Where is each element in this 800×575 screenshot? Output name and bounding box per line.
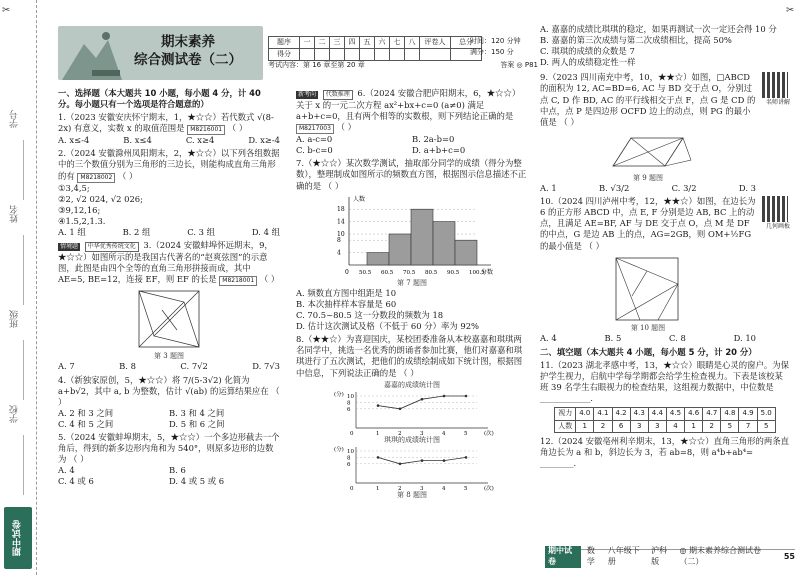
- option-a: A. 嘉嘉的成绩比琪琪的稳定，如果再测试一次一定还会得 10 分: [540, 24, 777, 34]
- option-b: B. x≤4: [123, 135, 152, 146]
- x-tick-label: 2: [398, 486, 402, 493]
- answer-blank[interactable]: ____________.: [540, 393, 593, 404]
- question-3: 情境题 中华优秀传统文化 3.（2024 安徽蚌埠怀远期末，9，★☆☆）如图所示的是我国古代著名的“赵爽弦图”的示意图，此图是由四个全等的直角三角形拼接而成，其中 AE=5, BE=12，连接 EF，则 EF 的长是 M8218001 （ ） 第 3 题图 A. 7 B. 8 C. 7√2 D. 7√3: [58, 240, 280, 372]
- name-line: [23, 235, 24, 305]
- table-cell: 3: [648, 420, 666, 432]
- data-point: [443, 459, 446, 462]
- data-point: [421, 459, 424, 462]
- option-d: D. 估计这次测试及格（不低于 60 分）率为 92%: [296, 321, 479, 332]
- footer-tag: 期中试卷: [545, 546, 581, 567]
- x-tick-label: 1: [376, 430, 380, 437]
- tag-badge: 代数推理: [323, 90, 353, 100]
- class-label: 班级: [10, 310, 20, 328]
- x-tick-label: 4: [442, 430, 446, 437]
- table-cell: 视力: [555, 408, 576, 420]
- question-text: 10.（2024 四川泸州中考，12，★★☆）如图，在边长为 6 的正方形 ABCD 中，点 E, F 分别是边 AB, BC 上的动点，且满足 AE=BF, AF 与 DE 交于点 O，点 M 是 DF 的中点，G 是边 AB 上的点，AG=2GB，则 OM+½FG 的最小值是: [540, 196, 756, 251]
- option-a: A. 7: [58, 361, 75, 372]
- table-cell: 4.1: [594, 408, 612, 420]
- origin-label: 0: [350, 430, 354, 437]
- figure-caption: 第 8 题图: [397, 491, 427, 500]
- footer-subject: 数学: [586, 546, 595, 566]
- x-axis-label: (次): [484, 486, 494, 493]
- question-text: 3.（2024 安徽蚌埠怀远期末，9，★☆☆）如图所示的是我国古代著名的“赵爽弦图”的示意图，此图是由四个全等的直角三角形拼接而成，其中 AE=5, BE=12，连接 EF，则 EF 的长是: [58, 240, 273, 285]
- question-text: 7.（★☆☆）某次数学测试，抽取部分同学的成绩（得分为整数），整理制成如图所示的频数直方图，根据图示信息描述不正确的是: [296, 158, 527, 191]
- x-tick-label: 4: [442, 486, 446, 493]
- item-3: ③9,12,16;: [58, 204, 101, 215]
- question-code: M8218001: [219, 276, 257, 286]
- score-table-cell: 评卷人: [420, 37, 451, 49]
- exam-scope: 考试内容：第 16 章至第 20 章: [268, 61, 365, 69]
- figure-caption: 第 7 题图: [397, 278, 427, 287]
- y-tick-label: 6: [347, 406, 351, 413]
- table-cell: 4.4: [648, 408, 666, 420]
- question-text: 5.（2024 安徽蚌埠期末，5，★☆☆）一个多边形截去一个角后，得到的新多边形内角和为 540°，则原多边形的边数为: [58, 432, 280, 465]
- question-7: 7.（★☆☆）某次数学测试，抽取部分同学的成绩（得分为整数），整理制成如图所示的频数直方图，根据图示信息描述不正确的是 （ ） 人数 分数 4 8 10 14 18 50.5 60.5 70.5 80.5 90.5 100.5 0 第 7 题图 A. 频数直方图中组距是 10 B. 本次抽样样本容量是 60 C. 70.5~80.5 这一分数段的频数为 18 D. 估计这次测试及格（不低于 60 分）率为 92%: [296, 158, 527, 332]
- question-text: 2.（2024 安徽滁州凤阳期末，2，★☆☆）以下列各组数据中的三个数值分别为三角形的三边长，则能构成直角三角形的有: [58, 148, 280, 181]
- chart-title: 琪琪的成绩统计图: [384, 435, 440, 444]
- qiqi-line-chart: [332, 445, 492, 491]
- data-point: [399, 407, 402, 410]
- exam-badge: 期中试卷: [4, 507, 32, 569]
- section-1-title: 一、选择题（本大题共 10 小题，每小题 4 分，计 40 分。每小题只有一个选项是符合题意的）: [58, 88, 261, 110]
- item-2: ②2, √2 024, √2 026;: [58, 193, 143, 204]
- data-point: [399, 463, 402, 466]
- y-tick-label: 8: [347, 455, 351, 462]
- score-table-cell: 四: [345, 37, 360, 49]
- footer-grade: 八年级下册: [607, 546, 640, 566]
- x-tick-label: 90.5: [447, 269, 460, 276]
- score-cell[interactable]: [375, 49, 390, 61]
- x-tick-label: 3: [420, 430, 424, 437]
- qr-label: 几何画板: [765, 223, 790, 231]
- table-cell: 1: [685, 420, 703, 432]
- question-10: 10.（2024 四川泸州中考，12，★★☆）如图，在边长为 6 的正方形 ABCD 中，点 E, F 分别是边 AB, BC 上的动点，且满足 AE=BF, AF 与 DE 交于点 O，点 M 是 DF 的中点，G 是边 AB 上的点，AG=2GB，则 OM+½FG 的最小值是 （ ） 几何画板 第 10 题图 A. 4 B. 5 C. 8 D. 10: [540, 196, 790, 343]
- score-cell[interactable]: [420, 49, 451, 61]
- question-4: 4.（新独家原创，5，★☆☆）将 7/(5-3√2) 化简为 a+b√2，其中 a, b 为整数，估计 √(ab) 的运算结果应在 （ ） A. 2 和 3 之间 B. 3 和 4 之间 C. 4 和 5 之间 D. 5 和 6 之间: [58, 374, 280, 429]
- table-cell: 1: [576, 420, 594, 432]
- x-tick-label: 1: [376, 486, 380, 493]
- histogram-chart: [327, 193, 497, 279]
- footer-title: ◎ 期末素养综合测试卷（二）: [679, 546, 761, 566]
- data-point: [465, 456, 468, 459]
- question-text: 8.（★★☆）为喜迎国庆，某校团委准备从本校嘉嘉和琪琪两名同学中，挑选一名优秀的朗诵者参加比赛，他们对嘉嘉和琪琪进行了五次测试，把他们的成绩绘制成如下统计图，根据图中信息，下列说法正确的是: [296, 334, 523, 378]
- option-d: D. 4 组: [251, 226, 280, 237]
- option-b: B. √3/2: [599, 183, 630, 194]
- score-cell[interactable]: [345, 49, 360, 61]
- option-d: D. a+b+c=0: [412, 145, 466, 156]
- x-tick-label: 5: [464, 430, 468, 437]
- option-c: C. 4 和 5 之间: [58, 418, 114, 429]
- question-5: 5.（2024 安徽蚌埠期末，5，★☆☆）一个多边形截去一个角后，得到的新多边形内角和为 540°，则原多边形的边数为 （ ） A. 4 B. 6 C. 4 或 6 D. 4 或 5 或 6: [58, 432, 280, 487]
- vision-row: [555, 408, 776, 420]
- option-a: A. a-c=0: [296, 134, 333, 145]
- option-c: C. 琪琪的成绩的众数是 7: [540, 46, 635, 57]
- score-table-header-row: [269, 37, 482, 49]
- student-id-label: 学号: [10, 110, 20, 128]
- table-cell: 4.6: [685, 408, 703, 420]
- option-b: B. 2 组: [122, 226, 151, 237]
- footer-edition: 沪科版: [651, 546, 668, 566]
- question-12: [540, 436, 790, 469]
- table-cell: 2: [703, 420, 721, 432]
- binding-strip: [0, 0, 37, 575]
- student-id-line: [23, 140, 24, 200]
- table-cell: 4.3: [630, 408, 648, 420]
- table-cell: 7: [739, 420, 757, 432]
- option-b: B. 2a-b=0: [412, 134, 455, 145]
- class-line: [23, 340, 24, 400]
- histogram-bar: [433, 221, 455, 264]
- table-cell: 4.2: [612, 408, 630, 420]
- question-text: 6.（2024 安徽合肥庐阳期末，6，★☆☆）关于 x 的一元二次方程 ax²+bx+c=0 (a≠0) 满足 a+b+c=0，且有两个相等的实数根，则下列结论正确的是: [296, 88, 521, 122]
- question-text: 9.（2023 四川南充中考，10，★★☆）如图，□ABCD 的面积为 12, AC=BD=6, AC 与 BD 交于点 O，分别过点 C, D 作 BD, AC 的平行线相交于点 F，点 G 是 CD 的中点，点 P 是四边形 OCFD 边上的动点，则 PG 的最小值是: [540, 72, 756, 127]
- x-tick-label: 50.5: [359, 269, 372, 276]
- table-cell: 3: [630, 420, 648, 432]
- table-cell: 4.5: [666, 408, 684, 420]
- score-table: [268, 36, 482, 61]
- option-d: D. 4 或 5 或 6: [169, 476, 225, 487]
- question-2: 2.（2024 安徽滁州凤阳期末，2，★☆☆）以下列各组数据中的三个数值分别为三角形的三边长，则能构成直角三角形的有 M8218002 （ ） ①3,4,5; ②2, √2 024, √2 026; ③9,12,16; ④1.5,2,1.3. A. 1 组 B. 2 组 C. 3 组 D. 4 组: [58, 148, 280, 237]
- x-tick-label: 5: [464, 486, 468, 493]
- vision-table: [554, 407, 776, 432]
- histogram-bar: [367, 252, 389, 264]
- data-point: [421, 398, 424, 401]
- school-label: 学校: [10, 405, 20, 423]
- page-number: 55: [783, 551, 795, 561]
- question-1: 1.（2023 安徽安庆怀宁期末，1，★☆☆）若代数式 √(8-2x) 有意义，实数 x 的取值范围是 M8216001 （ ） A. x≤-4 B. x≤4 C. x≥4 D. x≥-4: [58, 112, 280, 146]
- option-a: A. 4: [58, 465, 75, 476]
- option-d: D. 两人的成绩稳定性一样: [540, 57, 636, 68]
- histogram-bar: [389, 234, 411, 265]
- y-axis-label: (分): [334, 391, 344, 398]
- scissors-icon: ✂: [786, 5, 795, 16]
- score-table-cell: 八: [405, 37, 420, 49]
- option-a: A. 4: [540, 332, 557, 343]
- y-tick-label: 8: [347, 400, 351, 407]
- x-tick-label: 60.5: [381, 269, 394, 276]
- y-tick-label: 10: [347, 449, 354, 456]
- score-table-cell: 三: [330, 37, 345, 49]
- item-4: ④1.5,2,1.3.: [58, 215, 106, 226]
- option-b: B. 8: [119, 361, 136, 372]
- score-cell: 得分: [269, 49, 300, 61]
- qr-code-icon[interactable]: [762, 196, 788, 222]
- table-cell: 6: [612, 420, 630, 432]
- exam-info: [470, 36, 538, 58]
- option-c: C. 8: [669, 332, 686, 343]
- score-table-cell: 五: [360, 37, 375, 49]
- table-cell: 4: [666, 420, 684, 432]
- qr-code-icon[interactable]: [762, 72, 788, 98]
- x-tick-label: 80.5: [425, 269, 438, 276]
- question-code: M8216001: [187, 125, 225, 135]
- question-text: 11.（2023 湖北孝感中考，13，★☆☆）眼睛是心灵的窗户。为保护学生视力，启航中学每学期都会给学生检查视力。下表是该校某班 39 名学生右眼视力的检查结果，这组视力数据中，中位数是: [540, 360, 789, 393]
- y-axis-label: (分): [334, 447, 344, 454]
- y-tick-label: 6: [347, 461, 351, 468]
- exam-time: 时间：120 分钟: [470, 37, 521, 45]
- option-b: B. 3 和 4 之间: [169, 407, 225, 418]
- question-text: 12.（2024 安徽亳州利辛期末，13，★☆☆）直角三角形的两条直角边长为 a 和 b，斜边长为 3，若 ab=8，则 a⁴b+ab⁴=: [540, 435, 789, 457]
- chart-title: 嘉嘉的成绩统计图: [384, 380, 440, 389]
- option-c: C. x≥4: [185, 135, 215, 146]
- figure-caption: 第 9 题图: [633, 173, 663, 182]
- item-1: ①3,4,5;: [58, 182, 90, 193]
- tag-badge: 新考向: [298, 91, 317, 98]
- option-c: C. 3 组: [187, 226, 216, 237]
- score-table-score-row: [269, 49, 482, 61]
- x-axis-label: 分数: [481, 268, 494, 276]
- option-d: D. 5 和 6 之间: [169, 418, 225, 429]
- data-point: [443, 395, 446, 398]
- y-tick-label: 10: [337, 230, 345, 238]
- answer-blank[interactable]: ________.: [540, 458, 577, 469]
- option-d: D. 7√3: [252, 361, 280, 372]
- exam-full-score: 满分：150 分: [470, 48, 514, 56]
- y-tick-label: 18: [337, 205, 345, 213]
- option-a: A. 2 和 3 之间: [58, 407, 114, 418]
- y-tick-label: 14: [337, 218, 345, 226]
- option-d: D. 3: [738, 183, 756, 194]
- x-tick-label: 3: [420, 486, 424, 493]
- data-point: [465, 395, 468, 398]
- score-cell[interactable]: [300, 49, 315, 61]
- column-middle: [296, 88, 528, 502]
- question-code: M8218002: [77, 173, 115, 183]
- tag-badge: 中华优秀传统文化: [85, 242, 139, 252]
- score-table-cell: 二: [315, 37, 330, 49]
- title-line-1: 期末素养: [161, 34, 215, 50]
- option-c: C. 70.5~80.5 这一分数段的频数为 18: [296, 310, 444, 321]
- score-cell[interactable]: [330, 49, 345, 61]
- score-cell[interactable]: [405, 49, 420, 61]
- count-row: [555, 420, 776, 432]
- y-tick-label: 4: [337, 249, 341, 257]
- x-tick-label: 2: [398, 430, 402, 437]
- score-table-cell: 六: [375, 37, 390, 49]
- question-8: 8.（★★☆）为喜迎国庆，某校团委准备从本校嘉嘉和琪琪两名同学中，挑选一名优秀的朗诵者参加比赛，他们对嘉嘉和琪琪进行了五次测试，把他们的成绩绘制成如下统计图，根据图中信息，下列说法正确的是 （ ） 嘉嘉的成绩统计图 (分) (次) 6 8 10 1 2 3 4 5 0 琪琪的成绩统计图 (分) (次) 6 8 10 1 2 3 4 5 0 第 8 题图: [296, 334, 528, 500]
- page-footer: [545, 546, 795, 566]
- option-a: A. x≤-4: [58, 135, 90, 146]
- score-table-cell: 总分: [451, 37, 482, 49]
- y-axis-label: 人数: [353, 195, 366, 203]
- question-text: 4.（新独家原创，5，★☆☆）将 7/(5-3√2) 化简为 a+b√2，其中 a, b 为整数，估计 √(ab) 的运算结果应在: [58, 374, 269, 396]
- option-a: A. 1: [540, 183, 557, 194]
- tag-badge: 情境题: [60, 243, 79, 251]
- table-cell: 5.0: [757, 408, 775, 420]
- x-tick-label: 70.5: [403, 269, 416, 276]
- question-11: [540, 360, 790, 433]
- jiajia-line-chart: [332, 390, 492, 436]
- school-line: [23, 435, 24, 495]
- table-cell: 4.9: [739, 408, 757, 420]
- y-tick-label: 8: [337, 236, 341, 244]
- score-cell[interactable]: [360, 49, 375, 61]
- figure-caption: 第 3 题图: [154, 352, 184, 361]
- question-text: 1.（2023 安徽安庆怀宁期末，1，★☆☆）若代数式 √(8-2x) 有意义，实数 x 的取值范围是: [58, 112, 274, 134]
- option-d: D. x≥-4: [248, 135, 280, 146]
- histogram-bar: [411, 209, 433, 265]
- question-9: 9.（2023 四川南充中考，10，★★☆）如图，□ABCD 的面积为 12, AC=BD=6, AC 与 BD 交于点 O，分别过点 C, D 作 BD, AC 的平行线相交于点 F，点 G 是 CD 的中点，点 P 是四边形 OCFD 边上的动点，则 PG 的最小值是 （ ） 名师讲解 第 9 题图 A. 1 B. √3/2 C. 3/2 D. 3: [540, 72, 790, 194]
- table-cell: 4.7: [703, 408, 721, 420]
- zhao-shuang-diagram: [134, 288, 204, 352]
- figure-caption: 第 10 题图: [630, 323, 666, 332]
- mountain-illustration: [62, 26, 122, 80]
- title-line-2: 综合测试卷（二）: [134, 52, 242, 68]
- question-code: M8217003: [296, 124, 334, 134]
- histogram-bar: [455, 240, 477, 265]
- table-cell: 2: [594, 420, 612, 432]
- answer-ref: 答案 ◎ P81: [500, 61, 538, 69]
- parallelogram-diagram: [603, 130, 693, 174]
- scissors-icon: ✂: [2, 5, 11, 16]
- x-axis-label: (次): [484, 430, 494, 437]
- score-table-cell: 一: [300, 37, 315, 49]
- x-tick-label: 100.5: [469, 269, 485, 276]
- table-cell: 4.8: [721, 408, 739, 420]
- page-title: [118, 33, 258, 69]
- table-cell: 4.0: [576, 408, 594, 420]
- option-b: B. 5: [604, 332, 622, 343]
- name-label: 姓名: [10, 205, 20, 223]
- option-c: C. 3/2: [671, 183, 697, 194]
- origin-label: 0: [350, 486, 354, 493]
- score-cell[interactable]: [315, 49, 330, 61]
- y-tick-label: 10: [347, 393, 354, 400]
- square-diagram: [608, 254, 688, 324]
- option-b: B. 嘉嘉的第三次成绩与第二次成绩相比，提高 50%: [540, 35, 732, 46]
- data-point: [377, 404, 380, 407]
- option-a: A. 1 组: [58, 226, 86, 237]
- score-table-cell: 七: [390, 37, 405, 49]
- option-b: B. 6: [169, 465, 186, 476]
- option-b: B. 本次抽样样本容量是 60: [296, 298, 397, 309]
- option-c: C. 4 或 6: [58, 476, 94, 487]
- score-table-cell: 题序: [269, 37, 300, 49]
- qr-label: 名师讲解: [765, 99, 790, 107]
- data-point: [377, 456, 380, 459]
- exam-scope-line: [268, 61, 538, 70]
- option-c: C. b-c=0: [296, 145, 333, 156]
- origin-label: 0: [345, 268, 349, 276]
- section-2-title: 二、填空题（本大题共 4 小题，每小题 5 分，计 20 分）: [540, 346, 757, 357]
- table-cell: 人数: [555, 420, 576, 432]
- table-cell: 5: [757, 420, 775, 432]
- option-d: D. 10: [733, 332, 756, 343]
- option-c: C. 7√2: [180, 361, 208, 372]
- option-a: A. 频数直方图中组距是 10: [296, 287, 397, 298]
- table-cell: 5: [721, 420, 739, 432]
- column-right: [540, 24, 790, 471]
- column-left: [58, 88, 280, 489]
- question-6: 新考向 代数推理 6.（2024 安徽合肥庐阳期末，6，★☆☆）关于 x 的一元二次方程 ax²+bx+c=0 (a≠0) 满足 a+b+c=0，且有两个相等的实数根，则下列结论正确的是 M8217003 （ ） A. a-c=0 B. 2a-b=0 C. b-c=0 D. a+b+c=0: [296, 88, 528, 156]
- score-cell[interactable]: [390, 49, 405, 61]
